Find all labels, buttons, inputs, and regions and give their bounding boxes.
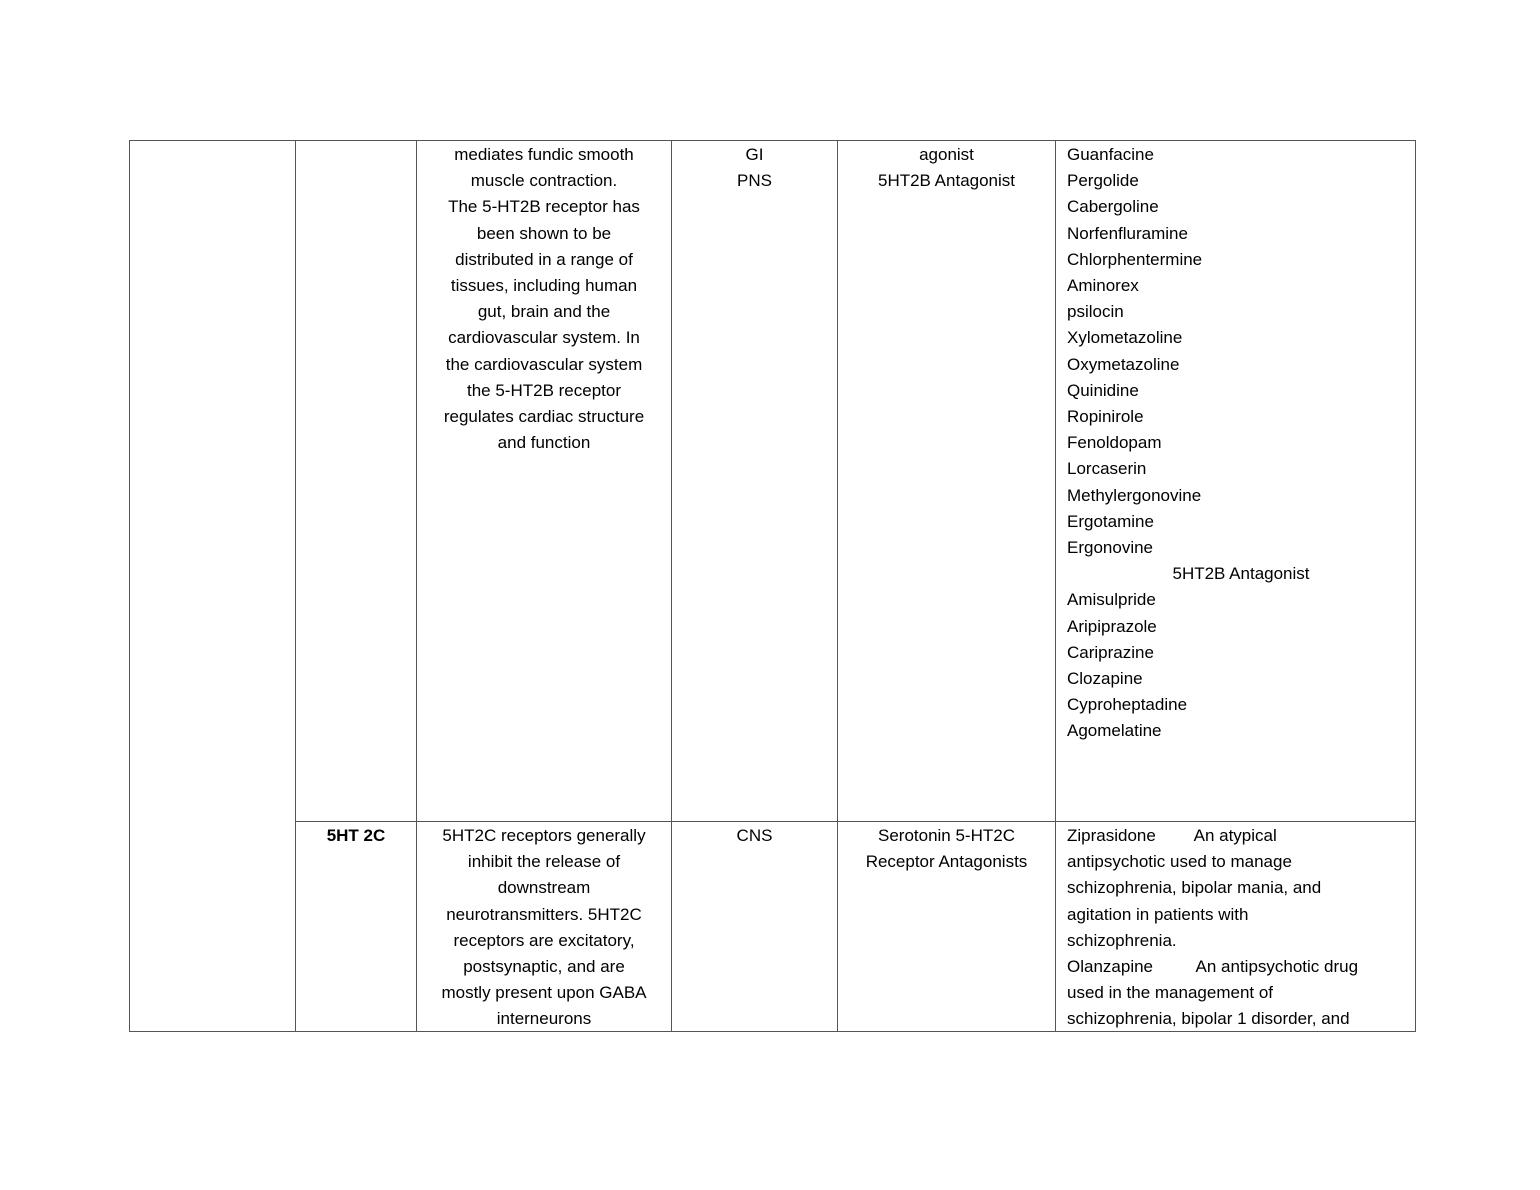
cell-line: Fenoldopam xyxy=(1067,433,1162,453)
cell-line: CNS xyxy=(736,826,773,845)
cell-line: psilocin xyxy=(1067,302,1124,322)
cell-line: antipsychotic used to manage xyxy=(1067,852,1292,872)
antagonist-heading: 5HT2B Antagonist xyxy=(1172,564,1310,584)
cell-line: Chlorphentermine xyxy=(1067,249,1203,269)
cell-line: Ropinirole xyxy=(1067,407,1144,427)
cell-line: Ergonovine xyxy=(1067,538,1154,558)
cell-line: Olanzapine An antipsychotic drug xyxy=(1067,957,1359,977)
cell-line: cardiovascular system. In xyxy=(448,328,640,348)
cell-line: tissues, including human xyxy=(450,276,638,296)
cell-drugs-5ht2c xyxy=(1055,821,1416,1032)
cell-line: Oxymetazoline xyxy=(1067,354,1180,374)
cell-line: Ziprasidone An atypical xyxy=(1067,826,1277,845)
cell-line: Xylometazoline xyxy=(1067,328,1183,348)
cell-type-5ht2b xyxy=(837,140,1056,822)
cell-line: Norfenfluramine xyxy=(1067,223,1188,243)
cell-line: 5HT2C receptors generally xyxy=(442,826,646,845)
cell-line: postsynaptic, and are xyxy=(463,957,625,977)
cell-type-5ht2c xyxy=(837,821,1056,1032)
cell-receptor-family xyxy=(129,140,296,1032)
cell-line: The 5-HT2B receptor has xyxy=(448,197,640,217)
cell-line: Ergotamine xyxy=(1067,511,1154,531)
cell-line: Aminorex xyxy=(1067,276,1139,296)
cell-line: Receptor Antagonists xyxy=(865,852,1028,872)
cell-line: PNS xyxy=(737,171,772,191)
cell-line: neurotransmitters. 5HT2C xyxy=(446,904,642,924)
cell-line: the 5-HT2B receptor xyxy=(466,380,621,400)
cell-line: GI xyxy=(745,145,764,164)
cell-line: Agomelatine xyxy=(1067,721,1162,741)
cell-line: agonist xyxy=(919,145,974,164)
cell-line: agitation in patients with xyxy=(1067,904,1249,924)
cell-line: muscle contraction. xyxy=(470,171,618,191)
cell-subtype-5ht2b xyxy=(295,140,417,822)
cell-line: the cardiovascular system xyxy=(445,354,643,374)
cell-line: schizophrenia. xyxy=(1067,930,1177,950)
cell-function-5ht2c xyxy=(416,821,672,1032)
cell-line: Cabergoline xyxy=(1067,197,1159,217)
cell-line: schizophrenia, bipolar mania, and xyxy=(1067,878,1322,898)
cell-line: and function xyxy=(497,433,591,453)
cell-line: been shown to be xyxy=(476,223,612,243)
cell-subtype-5ht2c xyxy=(295,821,417,1032)
cell-line: Lorcaserin xyxy=(1067,459,1147,479)
cell-line: Guanfacine xyxy=(1067,145,1154,164)
cell-line: downstream xyxy=(497,878,591,898)
cell-line: mediates fundic smooth xyxy=(454,145,634,164)
cell-line: used in the management of xyxy=(1067,983,1274,1003)
cell-line: receptors are excitatory, xyxy=(453,930,635,950)
cell-line: inhibit the release of xyxy=(467,852,621,872)
cell-line: interneurons xyxy=(496,1009,592,1029)
cell-line: Cyproheptadine xyxy=(1067,695,1188,715)
cell-line: regulates cardiac structure xyxy=(443,407,645,427)
cell-line: Clozapine xyxy=(1067,669,1143,689)
cell-line: Cariprazine xyxy=(1067,642,1154,662)
cell-line: Aripiprazole xyxy=(1067,616,1157,636)
cell-line: mostly present upon GABA xyxy=(441,983,647,1003)
subtype-label: 5HT 2C xyxy=(326,826,386,845)
cell-line: 5HT2B Antagonist xyxy=(877,171,1016,191)
cell-line: schizophrenia, bipolar 1 disorder, and xyxy=(1067,1009,1350,1029)
cell-line: Amisulpride xyxy=(1067,590,1156,610)
cell-location-5ht2c xyxy=(671,821,838,1032)
cell-line: gut, brain and the xyxy=(477,302,611,322)
cell-function-5ht2b xyxy=(416,140,672,822)
cell-drugs-5ht2b xyxy=(1055,140,1416,822)
cell-line: Quinidine xyxy=(1067,380,1139,400)
cell-line: Serotonin 5-HT2C xyxy=(877,826,1015,845)
cell-location-5ht2b xyxy=(671,140,838,822)
cell-line: Pergolide xyxy=(1067,171,1139,191)
cell-line: Methylergonovine xyxy=(1067,485,1202,505)
cell-line: distributed in a range of xyxy=(455,249,633,269)
